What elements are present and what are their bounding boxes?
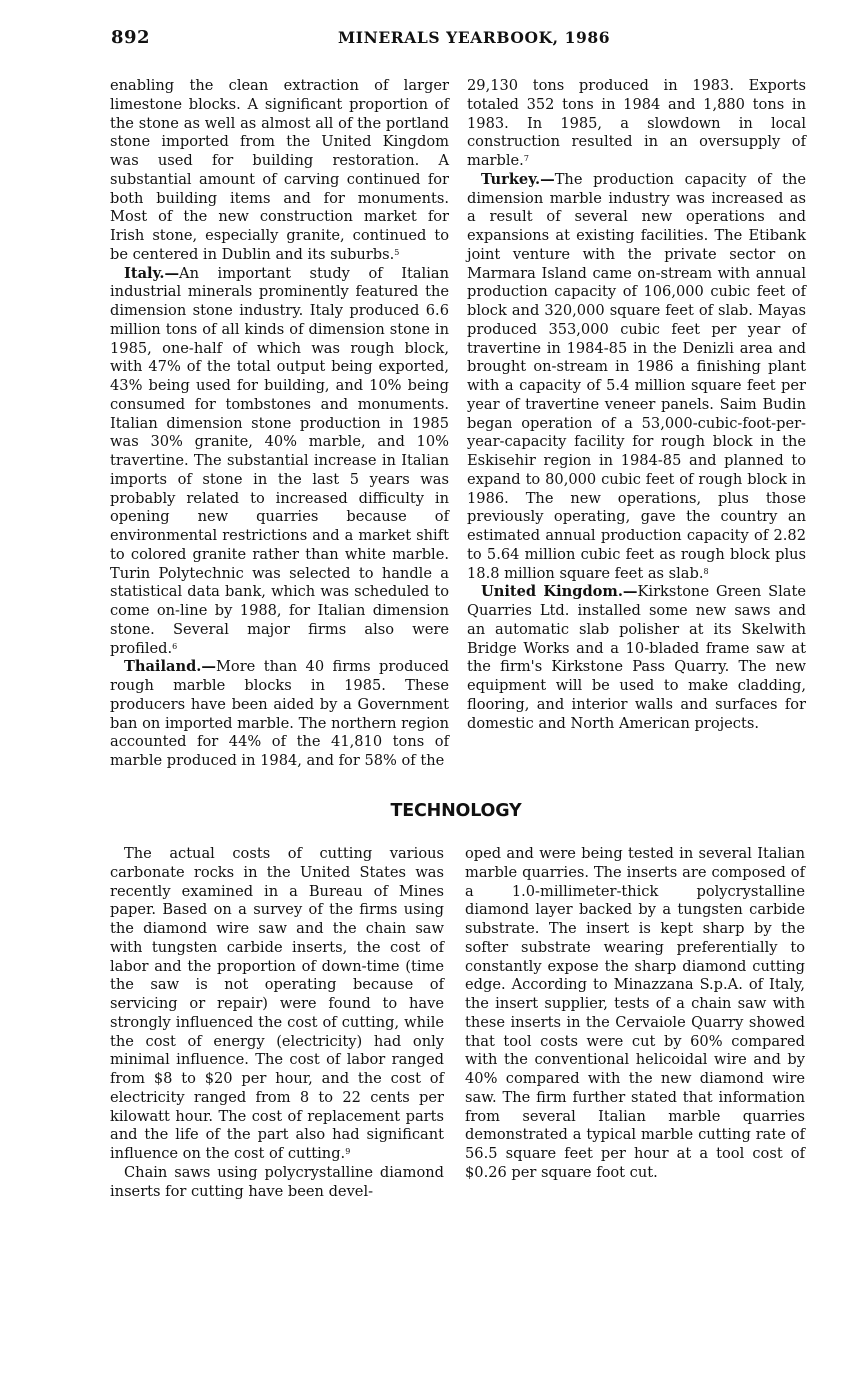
uk-paragraph: United Kingdom.—Kirkstone Green Slate Quarries Ltd. installed some new saws and an automatic slab polisher at its Skelwith Bridge Works and a 10-bladed frame saw at the firm's Kirkstone Pass Quarry. The new equipment will be used to make cladding, flooring, and interior walls and surfaces for domestic and North American projects. <box>467 583 806 732</box>
footnote-ref: 7 <box>523 154 529 163</box>
left-column <box>110 77 449 771</box>
technology-heading: TECHNOLOGY <box>390 801 522 821</box>
footnote-ref: 5 <box>394 247 400 257</box>
running-title: MINERALS YEARBOOK, 1986 <box>338 28 611 47</box>
technology-paragraph-2-end: oped and were being tested in several Italian marble quarries. The inserts are composed of a 1.0-millimeter-thick polycrystalline diamond layer backed by a tungsten carbide substrate. The insert is kept sharp by the softer substrate wearing preferentially to constantly expose the sharp diamond cutting edge. According to Minazzana S.p.A. of Italy, the insert supplier, tests of a chain saw with these inserts in the Cervaiole Quarry showed that tool costs were cut by 60% compared with the conventional helicoidal wire and by 40% compared with the new diamond wire saw. The firm further stated that information from several Italian marble quarries demonstrated a typical marble cutting rate of 56.5 square feet per hour at a tool cost of $0.26 per square foot cut. <box>465 845 805 1181</box>
footnote-ref: 6 <box>172 641 178 651</box>
footnote-ref: 8 <box>703 566 709 576</box>
page-number: 892 <box>111 27 151 48</box>
thailand-heading: Thailand.— <box>124 658 216 676</box>
footnote-ref: 9 <box>345 1147 351 1156</box>
technology-right-column <box>465 845 805 1183</box>
thailand-paragraph-end: 29,130 tons produced in 1983. Exports totaled 352 tons in 1984 and 1,880 tons in 1983. In 1985, a slowdown in local construction resulted in an oversupply of marble.$^7$ <box>467 77 806 169</box>
thailand-paragraph: Thailand.—More than 40 firms produced rough marble blocks in 1985. These producers have been aided by a Government ban on imported marble. The northern region accounted for 44% of the 41,810 tons of marble produced in 1984, and for 58% of the <box>110 658 449 769</box>
turkey-paragraph: Turkey.—The production capacity of the dimension marble industry was increased as a result of several new operations and expansions at existing facilities. The Etibank joint venture with the private sector on Marmara Island came on-stream with annual production capacity of 106,000 cubic feet of block and 320,000 square feet of slab. Mayas produced 353,000 cubic feet per year of travertine in 1984-85 in the Denizli area and brought on-stream in 1986 a finishing plant with a capacity of 5.4 million square feet per year of travertine veneer panels. Saim Budin began operation of a 53,000-cubic-foot-per-year-capacity facility for rough block in the Eskisehir region in 1984-85 and planned to expand to 80,000 cubic feet of rough block in 1986. The new operations, plus those previously operating, gave the country an estimated annual production capacity of 2.82 to 5.64 million cubic feet as rough block plus 18.8 million square feet as slab.$^8$ <box>467 170 806 582</box>
italy-heading: Italy.— <box>124 264 180 282</box>
technology-paragraph-1: The actual costs of cutting various carbonate rocks in the United States was recently examined in a Bureau of Mines paper. Based on a survey of the firms using the diamond wire saw and the chain saw with tungsten carbide inserts, the cost of labor and the proportion of down-time (time the saw is not operating because of servicing or repair) were found to have strongly influenced the cost of cutting, while the cost of energy (electricity) had only minimal influence. The cost of labor ranged from $8 to $20 per hour, and the cost of electricity ranged from 8 to 22 cents per kilowatt hour. The cost of replacement parts and the life of the part also had significant influence on the cost of cutting.$^9$ <box>110 845 444 1162</box>
italy-paragraph: Italy.—An important study of Italian industrial minerals prominently featured the dimension stone industry. Italy produced 6.6 million tons of all kinds of dimension stone in 1985, one-half of which was rough block, with 47% of the total output being exported, 43% being used for building, and 10% being consumed for tombstones and monuments. Italian dimension stone production in 1985 was 30% granite, 40% marble, and 10% travertine. The substantial increase in Italian imports of stone in the last 5 years was probably related to increased difficulty in opening new quarries because of environmental restrictions and a market shift to colored granite rather than white marble. Turin Polytechnic was selected to handle a statistical data bank, which was scheduled to come on-line by 1988, for Italian dimension stone. Several major firms also were profiled.$^6$ <box>110 264 449 657</box>
turkey-heading: Turkey.— <box>481 170 555 188</box>
right-column <box>467 77 806 733</box>
uk-heading: United Kingdom.— <box>481 583 638 601</box>
technology-left-column <box>110 845 444 1201</box>
technology-paragraph-2: Chain saws using polycrystalline diamond inserts for cutting have been devel- <box>110 1163 444 1200</box>
ireland-paragraph-end: enabling the clean extraction of larger limestone blocks. A significant proportion of the stone as well as almost all of the portland stone imported from the United Kingdom was used for building restoration. A substantial amount of carving continued for both building items and for monuments. Most of the new construction market for Irish stone, especially granite, continued to be centered in Dublin and its suburbs.$^5$ <box>110 77 449 263</box>
